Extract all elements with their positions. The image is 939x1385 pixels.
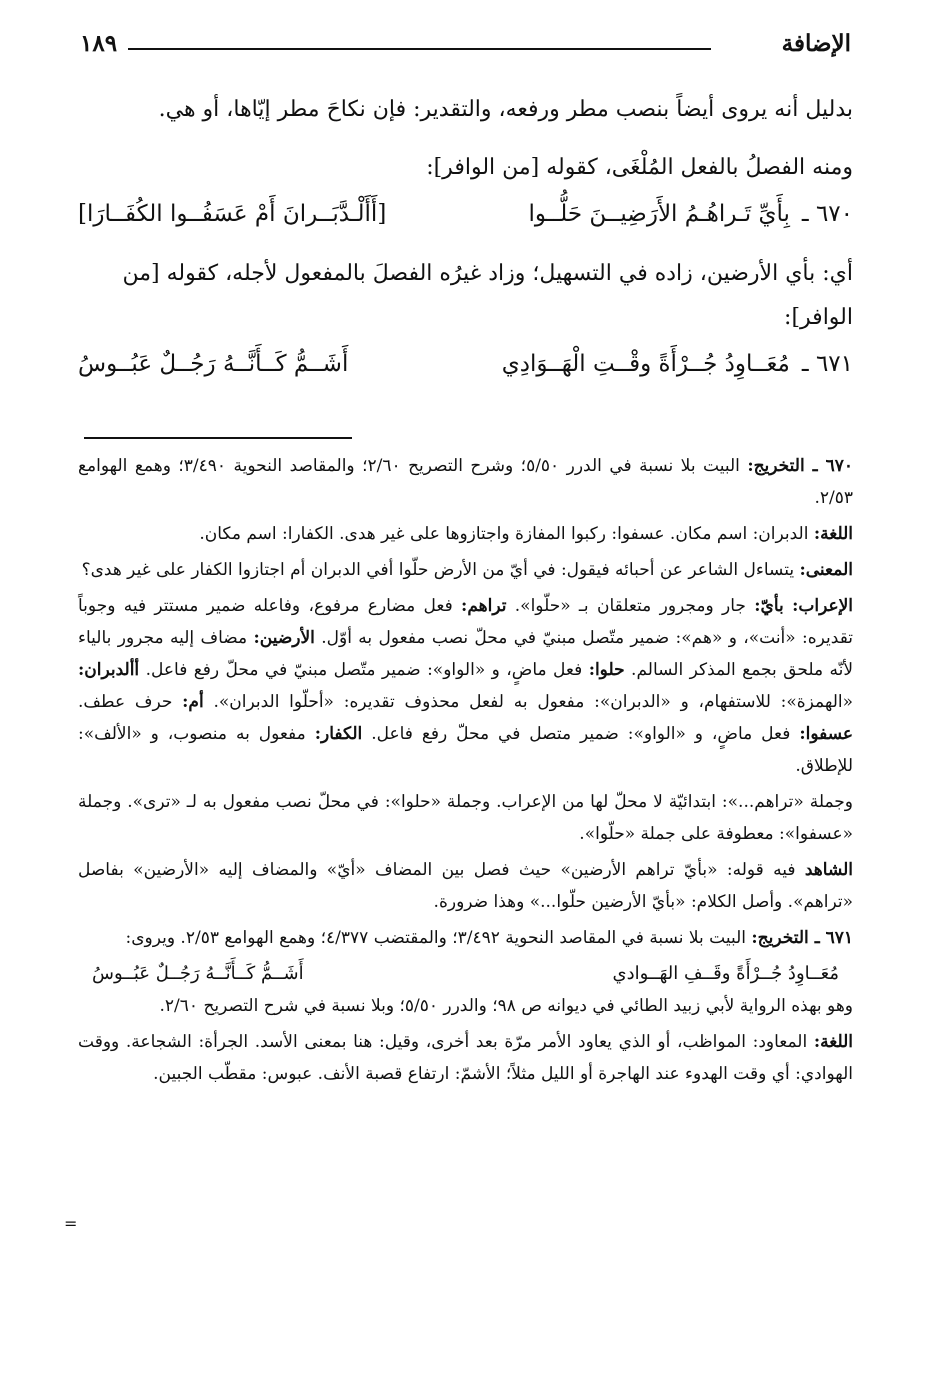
note-text: المعاود: المواظب، أو الذي يعاود الأمر مرّة بعد أخرى، وقيل: هنا بمعنى الأسد. الجرأة: الشجاعة. ووقت الهوادي: أي وقت الهدوء عند الهاجرة أو الليل مثلاً؛ الأشمّ: ارتفاع قصبة الأنف. عبوس: مقطّب الجبين. [78,1032,853,1084]
irab-text: فعل ماضٍ، و «الواو»: ضمير متّصل مبنيّ في محلّ رفع فاعل. [145,660,583,680]
note-670-mana [78,554,853,586]
chapter-title: الإضافة [781,30,851,57]
verse-first-hemistich: مُعَــاوِدُ جُــرْأَةً وقَــفِ الهَــوادي [612,963,839,984]
page-number: ١٨٩ [80,30,118,57]
note-text: فيه قوله: «بأيّ تراهم الأرضين» حيث فصل بين المضاف «أيّ» والمضاف إليه «الأرضين» بفاصل «تراهم». وأصل الكلام: «بأيّ الأرضين حلّوا...» وهذا ضرورة. [78,860,853,912]
irab-term: الكفار: [314,724,363,744]
footnotes [78,450,853,1094]
note-text: البيت بلا نسبة في الدرر ٥/٥٠؛ وشرح التصريح ٢/٦٠؛ والمقاصد النحوية ٣/٤٩٠؛ وهمع الهوامع ٢/٥٣. [78,456,853,508]
note-text: يتساءل الشاعر عن أحبائه فيقول: في أيّ من الأرض حلّوا أفي الدبران أم اجتازوا الكفار على غير هدى؟ [81,560,795,580]
verse-670 [78,190,853,238]
irab-text: مضاف إليه مجرور بالياء لأنّه ملحق بجمع المذكر السالم. [78,628,854,680]
note-670-shahid [78,854,853,918]
note-671-takhrij [78,922,853,954]
page-header [80,30,851,64]
irab-text: مفعول به منصوب، و «الألف»: للإطلاق. [78,724,853,776]
irab-text: فعل مضارع مرفوع، وفاعله ضمير مستتر فيه وجوباً تقديره: «أنت»، و «هم»: ضمير متّصل مبنيّ في محلّ نصب مفعول به أوّل. [78,596,854,648]
header-rule [128,48,711,50]
paragraph-3: أي: بأي الأرضين، زاده في التسهيل؛ وزاد غيرُه الفصلَ بالمفعول لأجله، كقوله [من الوافر]: [122,261,853,330]
note-671-variant-verse [78,958,853,990]
irab-term: بأيّ: [754,596,784,616]
irab-text: حرف عطف. [78,692,173,712]
verse-number: ٦٧٠ ـ [801,201,853,227]
note-label: ٦٧٠ ـ التخريج: [747,456,853,476]
verse-number: ٦٧١ ـ [801,351,853,377]
note-670-jumla: وجملة «تراهم...»: ابتدائيّة لا محلّ لها من الإعراب. وجملة «حلوا»: في محلّ نصب مفعول به لـ «ترى». وجملة «عسفوا»: معطوفة على جملة «حلّوا». [78,792,853,844]
irab-text: «الهمزة»: للاستفهام، و «الدبران»: مفعول به لفعل محذوف تقديره: «أحلّوا الدبران». [213,692,854,712]
note-label: المعنى: [799,560,853,580]
verse-second-hemistich: أَشَــمُّ كَــأَنَّــهُ رَجُــلٌ عَبُــوسُ [92,963,304,984]
paragraph-1: بدليل أنه يروى أيضاً بنصب مطر ورفعه، والتقدير: فإن نكاحَ مطر إيّاها، أو هي. [158,97,853,122]
note-label: الشاهد [804,860,854,880]
main-text [78,88,853,388]
irab-text: فعل ماضٍ، و «الواو»: ضمير متصل في محلّ رفع فاعل. [371,724,791,744]
note-label: ٦٧١ ـ التخريج: [751,928,853,948]
footnote-rule [84,437,352,439]
note-670-lugha [78,518,853,550]
note-label: الإعراب: [792,596,854,616]
verse-second-hemistich: أَشَــمُّ كَــأَنَّــهُ رَجُــلٌ عَبُــوسُ [78,351,349,377]
irab-term: أألدبران: [78,660,140,680]
irab-term: أم: [182,692,204,712]
paragraph-2: ومنه الفصلُ بالفعل المُلْغَى، كقوله [من الوافر]: [426,155,853,180]
margin-mark: = [64,1214,78,1233]
note-671-lugha [78,1026,853,1090]
irab-term: تراهم: [461,596,507,616]
note-text: البيت بلا نسبة في المقاصد النحوية ٣/٤٩٢؛ والمقتضب ٤/٣٧٧؛ وهمع الهوامع ٢/٥٣. ويروى: [125,928,746,948]
note-670-irab [78,590,853,782]
irab-term: الأرضين: [253,628,315,648]
irab-term: عسفوا: [799,724,854,744]
note-label: اللغة: [813,524,853,544]
verse-first-hemistich: مُعَــاوِدُ جُــرْأَةً وقْــتِ الْهَــوَادِي [501,351,790,377]
note-671-riwaya: وهو بهذه الرواية لأبي زبيد الطائي في ديوانه ص ٩٨؛ والدرر ٥/٥٠؛ وبلا نسبة في شرح التصريح ٢/٦٠. [159,996,853,1016]
verse-second-hemistich: [أَأَلْـدَّبَــرانَ أَمْ عَسَفُــوا الكُفَــارَا] [78,201,387,227]
verse-first-hemistich: بِأَيِّ تَـراهُـمُ الأَرَضِيــنَ حَلُّــوا [528,201,790,227]
irab-text: جار ومجرور متعلقان بـ «حلّوا». [514,596,746,616]
note-text: الدبران: اسم مكان. عسفوا: ركبوا المفازة واجتازوها على غير هدى. الكفارا: اسم مكان. [199,524,809,544]
note-label: اللغة: [813,1032,854,1052]
irab-term: حلوا: [588,660,625,680]
verse-671 [78,340,853,388]
note-670-takhrij [78,450,853,514]
